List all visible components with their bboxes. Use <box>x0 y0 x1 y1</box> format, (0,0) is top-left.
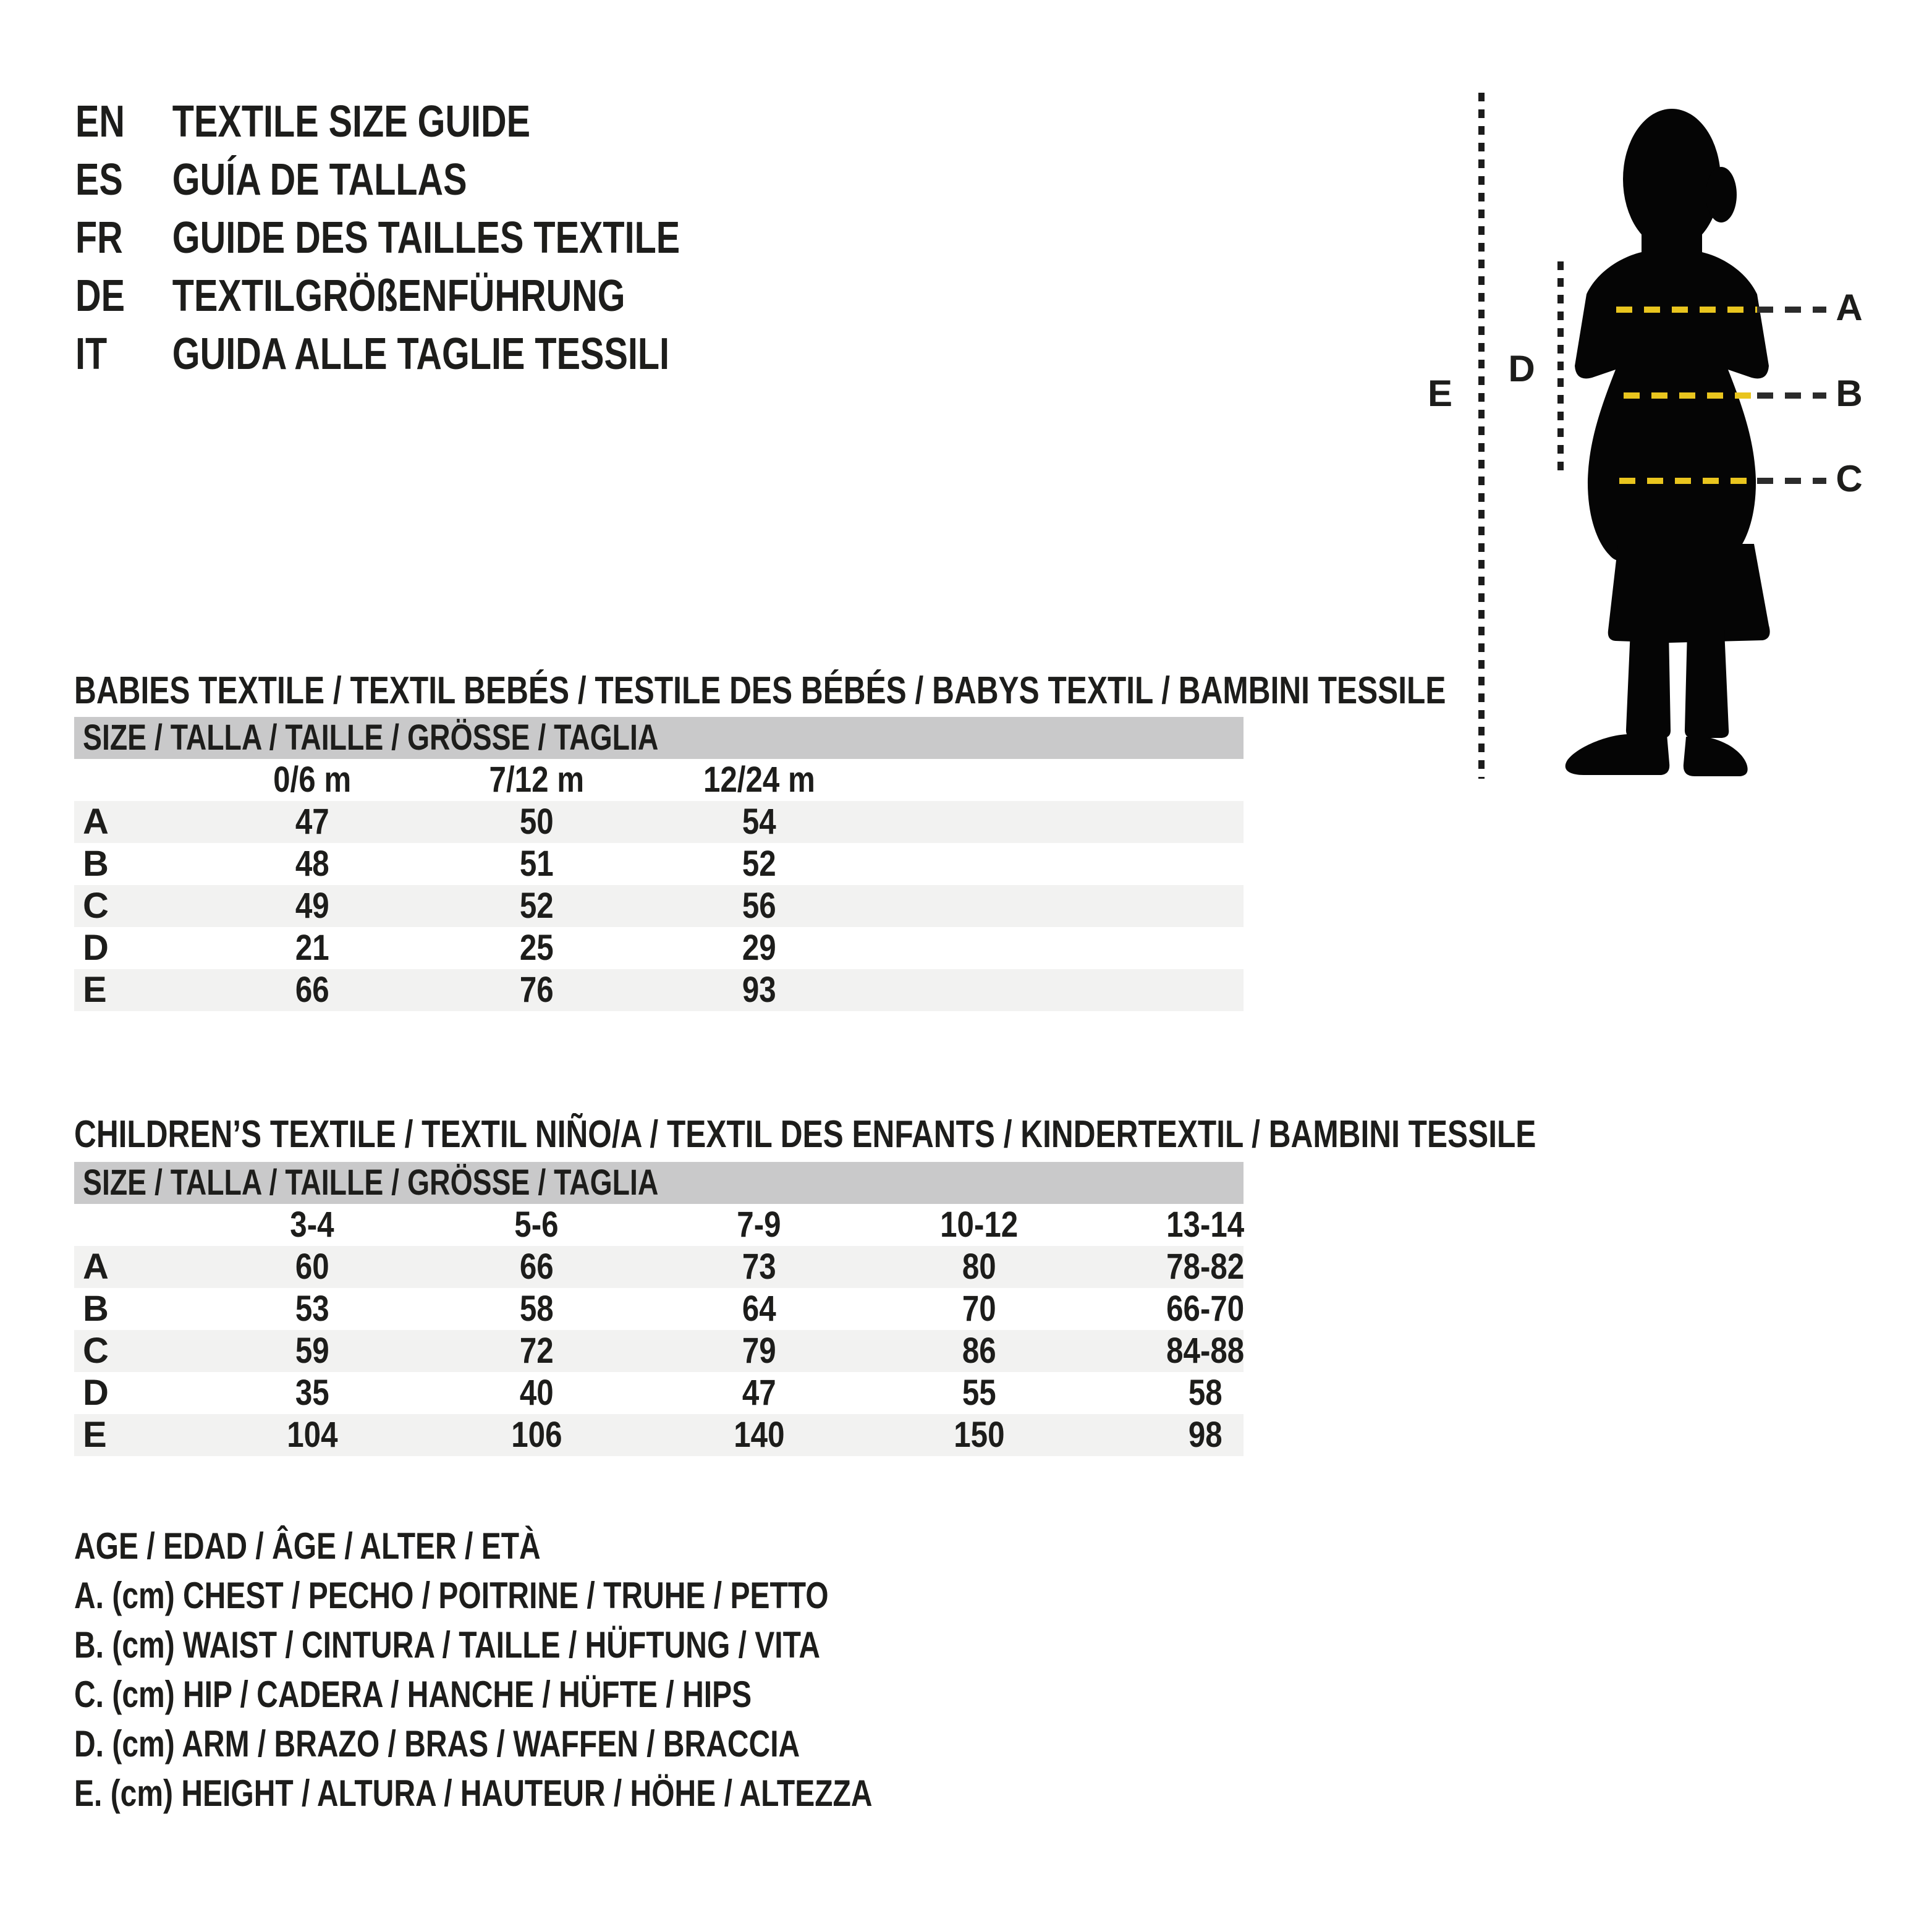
table-row <box>74 1288 1244 1330</box>
measurement-legend <box>74 1522 1072 1818</box>
row-label: C <box>83 1331 109 1371</box>
lang-row-es <box>75 151 680 209</box>
figure-label-waist: B <box>1836 373 1863 414</box>
row-label: E <box>83 1415 107 1455</box>
column-header: 13-14 <box>1166 1205 1245 1245</box>
table-cell: 53 <box>295 1289 329 1329</box>
size-header-label: SIZE / TALLA / TAILLE / GRÖSSE / TAGLIA <box>83 718 659 758</box>
table-cell: 72 <box>519 1331 554 1371</box>
table-cell: 52 <box>742 844 776 884</box>
babies-table-title: BABIES TEXTILE / TEXTIL BEBÉS / TESTILE DES BÉBÉS / BABYS TEXTIL / BAMBINI TESSILE <box>74 669 1446 712</box>
lang-code: DE <box>75 271 125 321</box>
table-row <box>74 843 1244 885</box>
table-cell: 76 <box>519 970 554 1010</box>
table-cell: 58 <box>1188 1373 1222 1413</box>
legend-age: AGE / EDAD / ÂGE / ALTER / ETÀ <box>74 1525 541 1567</box>
silhouette-head <box>1623 109 1721 250</box>
table-cell: 47 <box>295 802 329 842</box>
table-row <box>74 1414 1244 1456</box>
table-cell: 66-70 <box>1166 1289 1245 1329</box>
lang-code: IT <box>75 329 108 379</box>
table-cell: 50 <box>519 802 554 842</box>
table-cell: 140 <box>733 1415 785 1455</box>
table-cell: 70 <box>962 1289 996 1329</box>
table-cell: 106 <box>511 1415 562 1455</box>
table-cell: 59 <box>295 1331 329 1371</box>
table-row <box>74 1330 1244 1372</box>
row-label: A <box>83 802 109 842</box>
silhouette-left-shoe <box>1566 734 1670 775</box>
lang-row-it <box>75 325 680 383</box>
table-cell: 80 <box>962 1247 996 1287</box>
table-row <box>74 969 1244 1011</box>
table-cell: 86 <box>962 1331 996 1371</box>
chest-line-dark-dashes <box>1757 307 1826 313</box>
figure-label-height: E <box>1427 373 1453 414</box>
silhouette-hair <box>1706 167 1737 222</box>
waist-line-yellow-dashes <box>1624 392 1757 399</box>
table-row <box>74 1372 1244 1414</box>
children-table-title: CHILDREN’S TEXTILE / TEXTIL NIÑO/A / TEXTIL DES ENFANTS / KINDERTEXTIL / BAMBINI TESSILE <box>74 1113 1536 1156</box>
children-table-header-band <box>74 1162 1244 1204</box>
lang-title: TEXTILE SIZE GUIDE <box>172 97 531 146</box>
silhouette-shorts <box>1608 544 1770 643</box>
table-cell: 66 <box>295 970 329 1010</box>
table-cell: 98 <box>1188 1415 1222 1455</box>
table-cell: 58 <box>519 1289 554 1329</box>
row-label: E <box>83 970 107 1010</box>
table-row <box>74 885 1244 927</box>
row-label: B <box>83 1289 109 1329</box>
lang-title: GUIDA ALLE TAGLIE TESSILI <box>172 329 670 379</box>
lang-row-de <box>75 267 680 325</box>
lang-title: GUÍA DE TALLAS <box>172 155 467 205</box>
figure-label-arm: D <box>1508 348 1535 389</box>
children-size-table <box>74 1162 1244 1456</box>
table-cell: 25 <box>519 928 554 968</box>
column-header: 7-9 <box>737 1205 781 1245</box>
silhouette-shirt <box>1575 252 1769 561</box>
row-label: D <box>83 928 109 968</box>
babies-column-header-row <box>74 759 1244 801</box>
table-row <box>74 1246 1244 1288</box>
language-header <box>75 93 831 383</box>
row-label: D <box>83 1373 109 1413</box>
column-header: 3-4 <box>290 1205 334 1245</box>
waist-line-dark-dashes <box>1757 392 1826 399</box>
lang-row-fr <box>75 209 680 267</box>
legend-height: E. (cm) HEIGHT / ALTURA / HAUTEUR / HÖHE / ALTEZZA <box>74 1773 873 1814</box>
babies-size-table <box>74 717 1244 1011</box>
column-header: 5-6 <box>514 1205 559 1245</box>
table-cell: 29 <box>742 928 776 968</box>
lang-title: GUIDE DES TAILLES TEXTILE <box>172 213 680 263</box>
legend-chest: A. (cm) CHEST / PECHO / POITRINE / TRUHE / PETTO <box>74 1575 829 1616</box>
column-header: 12/24 m <box>703 760 815 800</box>
table-cell: 47 <box>742 1373 776 1413</box>
column-header: 0/6 m <box>273 760 352 800</box>
babies-table-header-band <box>74 717 1244 759</box>
row-label: B <box>83 844 109 884</box>
table-cell: 51 <box>519 844 554 884</box>
table-cell: 56 <box>742 886 776 926</box>
lang-code: FR <box>75 213 123 263</box>
legend-arm: D. (cm) ARM / BRAZO / BRAS / WAFFEN / BRACCIA <box>74 1723 800 1765</box>
column-header: 7/12 m <box>489 760 584 800</box>
column-header: 10-12 <box>939 1205 1019 1245</box>
row-label: C <box>83 886 109 926</box>
legend-waist: B. (cm) WAIST / CINTURA / TAILLE / HÜFTUNG / VITA <box>74 1624 821 1666</box>
table-cell: 66 <box>519 1247 554 1287</box>
table-cell: 55 <box>962 1373 996 1413</box>
table-cell: 52 <box>519 886 554 926</box>
children-column-header-row <box>74 1204 1244 1246</box>
table-cell: 40 <box>519 1373 554 1413</box>
lang-code: EN <box>75 97 125 146</box>
table-cell: 84-88 <box>1166 1331 1245 1371</box>
chest-line-yellow-dashes <box>1616 307 1757 313</box>
table-row <box>74 927 1244 969</box>
table-cell: 54 <box>742 802 776 842</box>
lang-code: ES <box>75 155 123 205</box>
figure-label-hip: C <box>1836 458 1863 499</box>
table-cell: 64 <box>742 1289 776 1329</box>
table-cell: 48 <box>295 844 329 884</box>
table-cell: 35 <box>295 1373 329 1413</box>
figure-label-chest: A <box>1836 287 1863 328</box>
table-cell: 93 <box>742 970 776 1010</box>
table-cell: 150 <box>953 1415 1005 1455</box>
hip-line-yellow-dashes <box>1619 478 1757 484</box>
legend-hip: C. (cm) HIP / CADERA / HANCHE / HÜFTE / HIPS <box>74 1674 752 1715</box>
table-cell: 79 <box>742 1331 776 1371</box>
table-cell: 49 <box>295 886 329 926</box>
table-cell: 73 <box>742 1247 776 1287</box>
table-cell: 104 <box>286 1415 338 1455</box>
table-row <box>74 801 1244 843</box>
silhouette-right-shoe <box>1684 737 1748 776</box>
lang-row-en <box>75 93 680 151</box>
hip-line-dark-dashes <box>1757 478 1826 484</box>
table-cell: 78-82 <box>1166 1247 1245 1287</box>
table-cell: 60 <box>295 1247 329 1287</box>
table-cell: 21 <box>295 928 329 968</box>
row-label: A <box>83 1247 109 1287</box>
lang-title: TEXTILGRÖßENFÜHRUNG <box>172 271 625 321</box>
size-header-label: SIZE / TALLA / TAILLE / GRÖSSE / TAGLIA <box>83 1163 659 1203</box>
